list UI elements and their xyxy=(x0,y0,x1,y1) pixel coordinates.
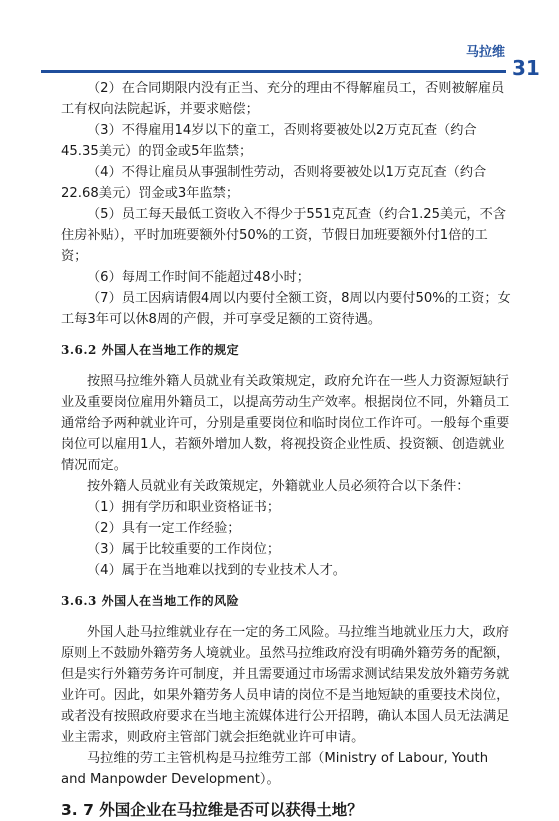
paragraph-risk: 外国人赴马拉维就业存在一定的务工风险。马拉维当地就业压力大，政府原则上不鼓励外籍劳务人境就业。虽然马拉维政府没有明确外籍劳务的配额，但是实行外籍劳务许可制度，并且需要通过市场需求测试结果发放外籍劳务就业许可。因此，如果外籍劳务人员申请的岗位不是当地短缺的重要技术岗位，或者没有按照政府要求在当地主流媒体进行公开招聘，确认本国人员无法满足业主需求，则政府主管部门就会拒绝就业许可申请。 xyxy=(61,625,510,745)
condition-4: （4）属于在当地难以找到的专业技术人才。 xyxy=(87,563,346,578)
clause-4: （4）不得让雇员从事强制性劳动，否则将要被处以1万克瓦查（约合22.68美元）罚金或3年监禁； xyxy=(61,165,487,201)
section-heading-363: 3.6.3 外国人在当地工作的风险 xyxy=(61,594,240,608)
section-heading-362: 3.6.2 外国人在当地工作的规定 xyxy=(61,343,240,357)
condition-1: （1）拥有学历和职业资格证书； xyxy=(87,500,281,515)
paragraph-labour-ministry: 马拉维的劳工主管机构是马拉维劳工部（Ministry of Labour, Youth and Manpowder Development）。 xyxy=(61,751,489,787)
page-number: 31 xyxy=(512,56,540,80)
condition-3: （3）属于比较重要的工作岗位； xyxy=(87,542,281,557)
header-country-label: 马拉维 xyxy=(466,45,506,60)
paragraph-conditions-intro: 按外籍人员就业有关政策规定，外籍就业人员必须符合以下条件： xyxy=(87,479,470,494)
section-heading-37: 3. 7 外国企业在马拉维是否可以获得土地？ xyxy=(61,801,363,819)
clause-2: （2）在合同期限内没有正当、充分的理由不得解雇员工，否则被解雇员工有权向法院起诉，并要求赔偿； xyxy=(61,81,505,117)
document-body xyxy=(61,78,511,821)
header-rule xyxy=(41,70,506,73)
clause-6: （6）每周工作时间不能超过48小时； xyxy=(87,270,310,285)
paragraph-policy: 按照马拉维外籍人员就业有关政策规定，政府允许在一些人力资源短缺行业及重要岗位雇用外籍员工，以提高劳动生产效率。根据岗位不同，外籍员工通常给予两种就业许可，分别是重要岗位和临时岗位工作许可。一般每个重要岗位可以雇用1人，若额外增加人数，将视投资企业性质、投资额、创造就业情况而定。 xyxy=(61,374,510,473)
clause-3: （3）不得雇用14岁以下的童工，否则将要被处以2万克瓦查（约合45.35美元）的罚金或5年监禁； xyxy=(61,123,477,159)
clause-7: （7）员工因病请假4周以内要付全额工资，8周以内要付50%的工资；女工每3年可以休8周的产假，并可享受足额的工资待遇。 xyxy=(61,291,511,327)
condition-2: （2）具有一定工作经验； xyxy=(87,521,241,536)
clause-5: （5）员工每天最低工资收入不得少于551克瓦查（约合1.25美元，不含住房补贴），平时加班要额外付50%的工资，节假日加班要额外付1倍的工资； xyxy=(61,207,506,264)
